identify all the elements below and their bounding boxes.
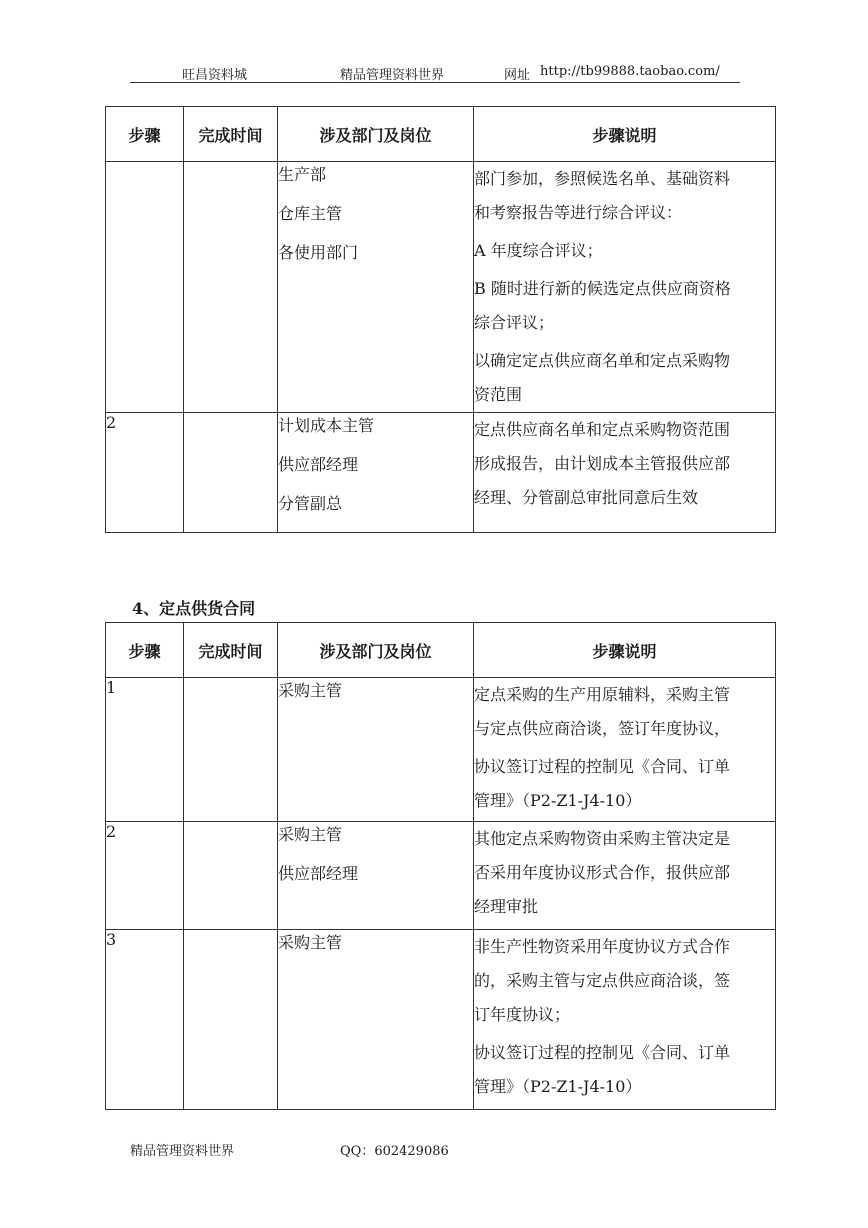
column-header-time: 完成时间 bbox=[184, 623, 278, 678]
desc-line: B 随时进行新的候选定点供应商资格 bbox=[474, 279, 731, 298]
desc-paragraph bbox=[474, 678, 775, 746]
desc-line: 经理、分管副总审批同意后生效 bbox=[474, 488, 699, 507]
column-header-dept: 涉及部门及岗位 bbox=[278, 107, 474, 162]
dept-item: 供应部经理 bbox=[278, 455, 359, 474]
table-row bbox=[106, 162, 776, 413]
desc-line: 否采用年度协议形式合作，报供应部 bbox=[474, 863, 731, 882]
table-row bbox=[106, 678, 776, 822]
footer-title: 精品管理资料世界 bbox=[130, 1144, 235, 1159]
header-url: http://tb99888.taobao.com/ bbox=[540, 64, 720, 79]
dept-item: 计划成本主管 bbox=[278, 416, 375, 435]
desc-line: 与定点供应商洽谈，签订年度协议， bbox=[474, 719, 731, 738]
completion-time bbox=[184, 930, 278, 1110]
header-url-label: 网址 bbox=[504, 68, 531, 83]
dept-cell bbox=[278, 678, 474, 822]
dept-item: 各使用部门 bbox=[278, 243, 359, 262]
desc-line: 订年度协议； bbox=[474, 1005, 571, 1024]
desc-line: 定点采购的生产用原辅料，采购主管 bbox=[474, 685, 731, 704]
completion-time bbox=[184, 162, 278, 413]
desc-cell bbox=[474, 822, 776, 930]
desc-paragraph bbox=[474, 1036, 775, 1104]
dept-item: 采购主管 bbox=[278, 681, 343, 700]
step-number: 2 bbox=[106, 413, 184, 533]
desc-line: 管理》（P2-Z1-J4-10） bbox=[474, 1077, 642, 1096]
desc-line: 以确定定点供应商名单和定点采购物 bbox=[474, 351, 731, 370]
dept-item: 采购主管 bbox=[278, 825, 343, 844]
desc-paragraph bbox=[474, 162, 775, 230]
procedure-table-2 bbox=[105, 622, 776, 1110]
desc-line: 的，采购主管与定点供应商洽谈，签 bbox=[474, 971, 731, 990]
desc-paragraph bbox=[474, 413, 775, 515]
column-header-time: 完成时间 bbox=[184, 107, 278, 162]
dept-cell bbox=[278, 822, 474, 930]
column-header-desc: 步骤说明 bbox=[474, 107, 776, 162]
page-header bbox=[130, 62, 740, 83]
desc-cell bbox=[474, 162, 776, 413]
completion-time bbox=[184, 822, 278, 930]
table-row bbox=[106, 930, 776, 1110]
header-shop-name: 旺昌资料城 bbox=[182, 68, 248, 83]
procedure-table-1 bbox=[105, 106, 776, 533]
desc-line: 管理》（P2-Z1-J4-10） bbox=[474, 791, 642, 810]
desc-paragraph bbox=[474, 344, 775, 412]
dept-item: 采购主管 bbox=[278, 933, 343, 952]
dept-item: 生产部 bbox=[278, 165, 327, 184]
desc-line: 定点供应商名单和定点采购物资范围 bbox=[474, 420, 731, 439]
desc-cell bbox=[474, 930, 776, 1110]
dept-item: 供应部经理 bbox=[278, 864, 359, 883]
column-header-step: 步骤 bbox=[106, 623, 184, 678]
step-number: 3 bbox=[106, 930, 184, 1110]
step-number bbox=[106, 162, 184, 413]
step-number: 1 bbox=[106, 678, 184, 822]
completion-time bbox=[184, 678, 278, 822]
dept-cell bbox=[278, 413, 474, 533]
header-title: 精品管理资料世界 bbox=[340, 68, 445, 83]
section-title: 4、定点供货合同 bbox=[132, 599, 256, 618]
desc-line: 和考察报告等进行综合评议： bbox=[474, 203, 683, 222]
desc-cell bbox=[474, 413, 776, 533]
desc-paragraph bbox=[474, 930, 775, 1032]
desc-line: 形成报告，由计划成本主管报供应部 bbox=[474, 454, 731, 473]
desc-line: 非生产性物资采用年度协议方式合作 bbox=[474, 937, 731, 956]
desc-line: 经理审批 bbox=[474, 897, 539, 916]
column-header-desc: 步骤说明 bbox=[474, 623, 776, 678]
desc-paragraph bbox=[474, 234, 775, 268]
step-number: 2 bbox=[106, 822, 184, 930]
dept-item: 分管副总 bbox=[278, 494, 343, 513]
column-header-step: 步骤 bbox=[106, 107, 184, 162]
dept-cell bbox=[278, 930, 474, 1110]
footer-qq: QQ：602429086 bbox=[340, 1144, 449, 1159]
desc-line: A 年度综合评议； bbox=[474, 241, 603, 260]
completion-time bbox=[184, 413, 278, 533]
desc-line: 协议签订过程的控制见《合同、订单 bbox=[474, 757, 731, 776]
column-header-dept: 涉及部门及岗位 bbox=[278, 623, 474, 678]
dept-item: 仓库主管 bbox=[278, 204, 343, 223]
desc-paragraph bbox=[474, 272, 775, 340]
desc-paragraph bbox=[474, 822, 775, 924]
desc-line: 综合评议； bbox=[474, 313, 555, 332]
desc-line: 资范围 bbox=[474, 385, 523, 404]
desc-cell bbox=[474, 678, 776, 822]
dept-cell bbox=[278, 162, 474, 413]
desc-line: 其他定点采购物资由采购主管决定是 bbox=[474, 829, 731, 848]
table-row bbox=[106, 822, 776, 930]
desc-line: 协议签订过程的控制见《合同、订单 bbox=[474, 1043, 731, 1062]
desc-line: 部门参加，参照候选名单、基础资料 bbox=[474, 169, 731, 188]
table-row bbox=[106, 413, 776, 533]
desc-paragraph bbox=[474, 750, 775, 818]
